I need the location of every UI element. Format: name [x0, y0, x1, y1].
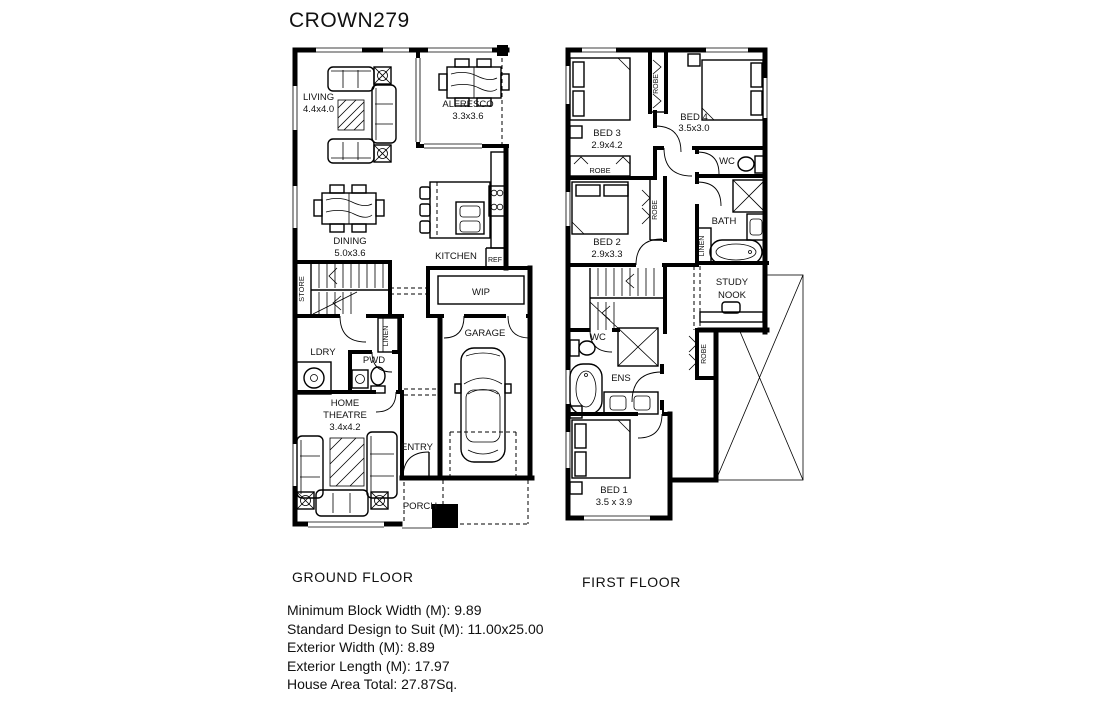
spec-line-exterior-length: Exterior Length (M): 17.97 [287, 657, 450, 674]
ground-door-arcs [340, 316, 530, 478]
bed1-dims: 3.5 x 3.9 [595, 497, 633, 508]
pwd-label: PWD [362, 355, 386, 366]
first-floor-caption: FIRST FLOOR [582, 574, 681, 590]
wc-upper-label: WC [719, 156, 735, 167]
first-stairs [590, 268, 665, 332]
spec-line-exterior-width: Exterior Width (M): 8.89 [287, 639, 435, 656]
car [455, 348, 511, 462]
plan-title: CROWN279 [289, 9, 410, 32]
living-dims: 4.4x4.0 [303, 104, 335, 115]
store-label: STORE [297, 276, 306, 302]
ens-label: ENS [611, 373, 631, 384]
bed2-label: BED 2 [593, 237, 621, 248]
ref-label: REF [488, 257, 502, 264]
home-theatre-label-1: HOME [330, 398, 360, 409]
bed1-label: BED 1 [600, 485, 628, 496]
home-theatre-label-2: THEATRE [323, 410, 367, 421]
robe-bed3-label: ROBE [589, 166, 611, 175]
study-nook-label-1: STUDY [715, 277, 749, 288]
garage-label: GARAGE [464, 328, 506, 339]
robe-lower-label: ROBE [701, 344, 708, 364]
porch-label: PORCH [402, 501, 438, 512]
linen-label: LINEN [383, 325, 390, 347]
first-floor-plan [563, 45, 803, 523]
spec-list [287, 601, 544, 694]
alfresco-label: ALFRESCO [442, 99, 494, 110]
spec-line-house-area: House Area Total: 27.87Sq. [287, 676, 458, 693]
ground-dashed-lines [390, 58, 528, 526]
ground-floor-plan [290, 45, 532, 529]
study-nook-label-2: NOOK [718, 290, 746, 301]
ground-floor-caption: GROUND FLOOR [292, 569, 414, 585]
wc-lower-label: WC [590, 332, 606, 343]
home-theatre-dims: 3.4x4.2 [329, 422, 361, 433]
living-label: LIVING [303, 92, 335, 103]
spec-line-design-to-suit: Standard Design to Suit (M): 11.00x25.00 [287, 620, 544, 637]
linen-upper-label: LINEN [699, 235, 706, 257]
bed2-dims: 2.9x3.3 [591, 249, 623, 260]
ldry-label: LDRY [310, 347, 336, 358]
dining-dims: 5.0x3.6 [334, 248, 366, 259]
wip-label: WIP [472, 287, 490, 298]
bed3-dims: 2.9x4.2 [591, 140, 623, 151]
bath-label: BATH [711, 216, 737, 227]
robe-bed2-label: ROBE [652, 200, 659, 220]
bed4-label: BED 4 [680, 112, 708, 123]
robe-top-label: ROBE [653, 74, 660, 94]
bed4-dims: 3.5x3.0 [678, 123, 710, 134]
spec-line-min-block-width: Minimum Block Width (M): 9.89 [287, 602, 482, 618]
entry-label: ENTRY [400, 442, 434, 453]
ground-stairs [311, 264, 390, 314]
first-interior-walls [568, 50, 767, 414]
dining-label: DINING [333, 236, 367, 247]
bed3-label: BED 3 [593, 128, 621, 139]
kitchen-label: KITCHEN [435, 251, 477, 262]
alfresco-dims: 3.3x3.6 [452, 111, 484, 122]
